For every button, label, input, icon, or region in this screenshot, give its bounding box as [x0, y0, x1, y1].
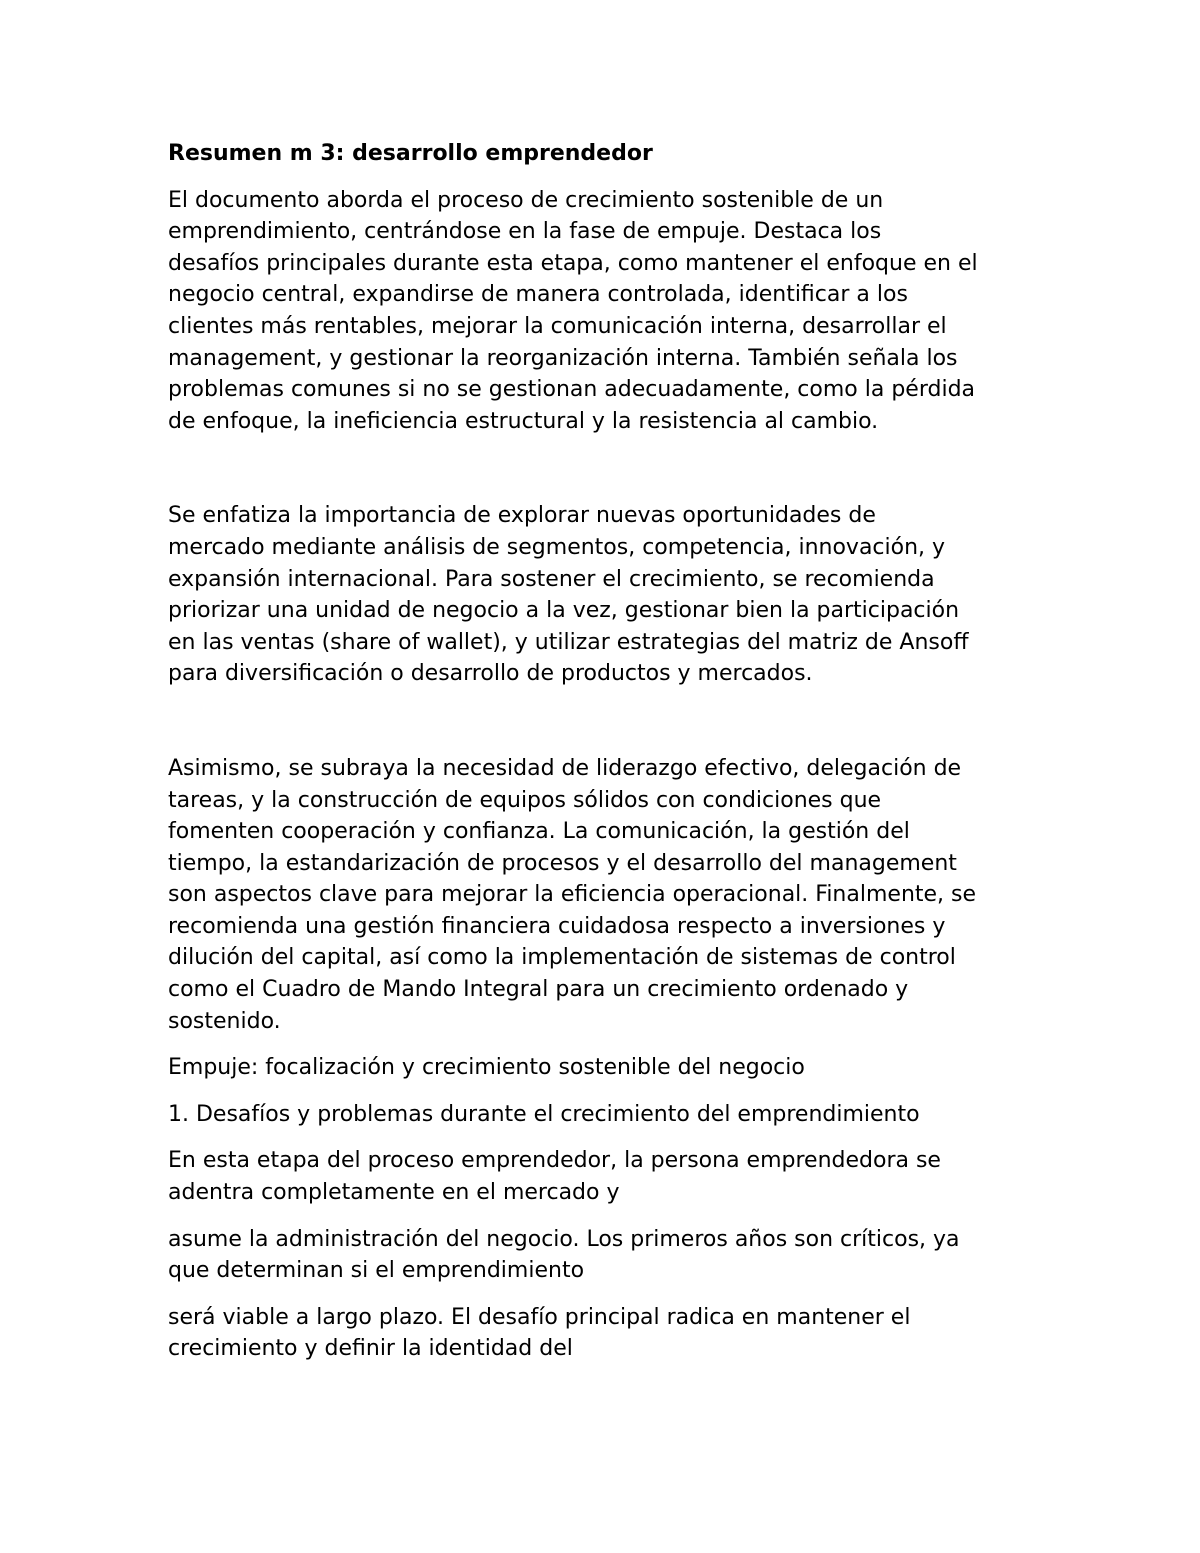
paragraph-summary: El documento aborda el proceso de crecimiento sostenible de un emprendimiento, centrándose en la fase de empuje. Destaca los desafíos principales durante esta etapa, como mantener el enfoque en el negocio central, expandirse de manera controlada, identificar a los clientes más rentables, mejorar la comunicación interna, desarrollar el management, y gestionar la reorganización interna. También señala los problemas comunes si no se gestionan adecuadamente, como la pérdida de enfoque, la ineficiencia estructural y la resistencia al cambio. — [168, 187, 978, 434]
paragraph-leadership: Asimismo, se subraya la necesidad de liderazgo efectivo, delegación de tareas, y la construcción de equipos sólidos con condiciones que fomenten cooperación y confianza. La comunicación, la gestión del tiempo, la estandarización de procesos y el desarrollo del management son aspectos clave para mejorar la eficiencia operacional. Finalmente, se recomienda una gestión financiera cuidadosa respecto a inversiones y dilución del capital, así como la implementación de sistemas de control como el Cuadro de Mando Integral para un crecimiento ordenado y sostenido. — [168, 755, 977, 1034]
paragraph-administracion: asume la administración del negocio. Los primeros años son críticos, ya que determinan si el emprendimiento — [168, 1226, 960, 1284]
paragraph-opportunities: Se enfatiza la importancia de explorar nuevas oportunidades de mercado mediante análisis de segmentos, competencia, innovación, y expansión internacional. Para sostener el crecimiento, se recomienda priorizar una unidad de negocio a la vez, gestionar bien la participación en las ventas (share of wallet), y utilizar estrategias del matriz de Ansoff para diversificación o desarrollo de productos y mercados. — [168, 503, 969, 687]
paragraph-etapa: En esta etapa del proceso emprendedor, la persona emprendedora se adentra completamente en el mercado y — [168, 1148, 941, 1206]
document-body — [168, 138, 1048, 1365]
paragraph-viabilidad: será viable a largo plazo. El desafío principal radica en mantener el crecimiento y definir la identidad del — [168, 1304, 911, 1362]
section-heading-empuje: Empuje: focalización y crecimiento sostenible del negocio — [168, 1055, 805, 1081]
document-title: Resumen m 3: desarrollo emprendedor — [168, 141, 653, 166]
subsection-heading-desafios: 1. Desafíos y problemas durante el crecimiento del emprendimiento — [168, 1101, 920, 1127]
